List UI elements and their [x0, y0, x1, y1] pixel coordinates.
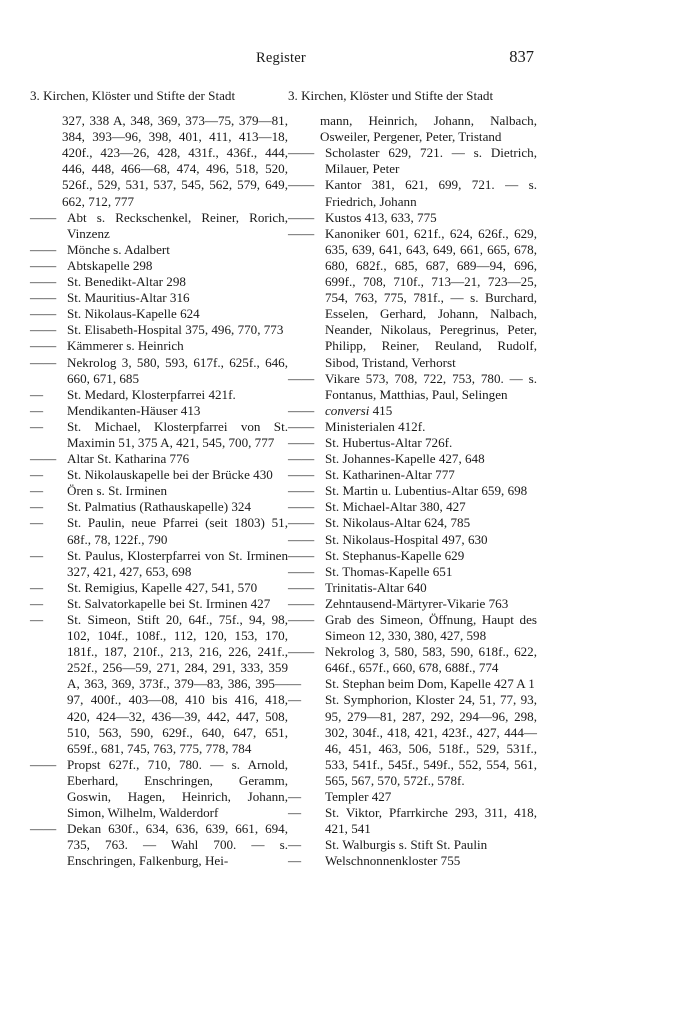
index-entry [30, 515, 288, 547]
page-number: 837 [509, 47, 534, 66]
index-entry [288, 419, 537, 435]
entry-dash: — [30, 483, 44, 499]
entry-text: Mendikanten-Häuser 413 [67, 402, 201, 418]
entry-dash: — [30, 418, 44, 434]
entry-dash: —— [288, 595, 315, 611]
entry-dash: —— [288, 467, 315, 483]
entry-text: Kanoniker 601, 621f., 624, 626f., 629, 635, 639, 641, 643, 649, 661, 665, 678, 680, 682f., 685, 687, 689—94, 696, 699f., 708, 710f., 713—21, 723—25, 754, 763, 775, 781f., — s. Burchard, Esselen, Gerhard, Johann, Nalbach, Neander, Nikolaus, Peregrinus, Peter, Philipp, Reiner, Reuland, Rudolf, Sibod, Tristand, Verhorst [325, 225, 537, 370]
entry-dash: —— [288, 418, 315, 434]
entry-text: St. Symphorion, Kloster 24, 51, 77, 93, 95, 279—81, 287, 292, 294—96, 298, 302, 304f., 418, 421, 423f., 427, 444—46, 451, 463, 506, 518f., 529, 531f., 533, 541f., 545f., 549f., 552, 554, 561, 565, 567, 570, 572f., 578f. [325, 692, 537, 788]
entry-text: Kustos 413, 633, 775 [325, 209, 437, 225]
index-entry [288, 837, 537, 853]
entry-dash: —— [288, 579, 315, 595]
index-entry [30, 548, 288, 580]
continuation-entry [288, 113, 537, 145]
index-entry [30, 580, 288, 596]
entry-text: St. Elisabeth-Hospital 375, 496, 770, 773 [67, 322, 284, 338]
index-entry [288, 371, 537, 403]
entry-text: Kämmerer s. Heinrich [67, 338, 184, 354]
index-entry [288, 226, 537, 371]
index-entry [288, 145, 537, 177]
entry-text: St. Simeon, Stift 20, 64f., 75f., 94, 98, 102, 104f., 108f., 112, 120, 153, 170, 181f., 187, 210f., 213, 216, 226, 241f., 252f., 256—59, 271, 284, 291, 333, 359 A, 363, 369, 373f., 379—83, 386, 395—97, 400f., 403—08, 410 bis 416, 418, 420, 424—32, 436—39, 442, 447, 508, 510, 563, 590, 629f., 640, 647, 651, 659f., 681, 745, 763, 775, 778, 784 [67, 612, 288, 756]
entry-dash: — [30, 547, 44, 563]
index-entry [288, 403, 537, 419]
entry-dash: —— [288, 209, 315, 225]
index-entry [288, 435, 537, 451]
entry-text: St. Johannes-Kapelle 427, 648 [325, 451, 485, 467]
index-entry [288, 564, 537, 580]
index-entry [30, 210, 288, 242]
entry-dash: —— [288, 644, 315, 660]
index-entry [288, 805, 537, 837]
index-entry [30, 338, 288, 354]
entry-text: St. Stephanus-Kapelle 629 [325, 547, 465, 563]
entry-dash: —— [288, 402, 315, 418]
entry-text: Ören s. St. Irminen [67, 483, 168, 499]
index-entry [30, 467, 288, 483]
entry-dash: —— [288, 563, 315, 579]
index-entry [30, 612, 288, 757]
entry-dash: —— [288, 547, 315, 563]
index-entry [288, 177, 537, 209]
index-entry [288, 692, 537, 789]
entry-dash: —— [288, 177, 315, 193]
entry-text: 327, 338 A, 348, 369, 373—75, 379—81, 384, 393—96, 398, 401, 411, 413—18, 420f., 423—26, 428, 431f., 436f., 444, 446, 448, 466—68, 474, 496, 518, 520, 526f., 529, 531, 537, 545, 562, 579, 649, 662, 712, 777 [62, 113, 288, 209]
entry-text: St. Michael, Klosterpfarrei von St. Maximin 51, 375 A, 421, 545, 700, 777 [67, 418, 288, 450]
entry-text: St. Stephan beim Dom, Kapelle 427 A 1 [325, 676, 535, 692]
entry-dash: —— [30, 257, 57, 273]
index-entry [30, 451, 288, 467]
entry-dash: — [30, 386, 44, 402]
index-entry [30, 821, 288, 869]
entry-dash: —— [30, 209, 57, 225]
entry-text: St. Paulus, Klosterpfarrei von St. Irminen 327, 421, 427, 653, 698 [67, 547, 288, 579]
entry-dash: —— [30, 306, 57, 322]
entry-text: Zehntausend-Märtyrer-Vikarie 763 [325, 595, 509, 611]
index-entry [30, 757, 288, 821]
entry-dash: —— [288, 499, 315, 515]
entry-dash: —— [288, 370, 315, 386]
index-entry [30, 403, 288, 419]
entry-text: Scholaster 629, 721. — s. Dietrich, Milauer, Peter [325, 145, 537, 177]
entry-dash: —— [30, 338, 57, 354]
index-entry [30, 242, 288, 258]
entry-text: St. Nikolaus-Hospital 497, 630 [325, 531, 488, 547]
running-head: Register [256, 50, 306, 66]
entry-dash: —— [30, 451, 57, 467]
entry-text: St. Mauritius-Altar 316 [67, 290, 190, 306]
index-entry [288, 499, 537, 515]
entry-text: St. Viktor, Pfarrkirche 293, 311, 418, 421, 541 [325, 805, 537, 837]
index-entry [30, 274, 288, 290]
entry-text: Ministerialen 412f. [325, 418, 426, 434]
entry-text: Abtskapelle 298 [67, 257, 153, 273]
index-entry [30, 483, 288, 499]
entry-dash: — [288, 853, 302, 869]
index-entry [288, 789, 537, 805]
entry-dash: — [30, 499, 44, 515]
left-column [30, 88, 288, 870]
entry-text: St. Thomas-Kapelle 651 [325, 563, 453, 579]
index-entry [30, 355, 288, 387]
entry-text: Nekrolog 3, 580, 583, 590, 618f., 622, 646f., 657f., 660, 678, 688f., 774 [325, 644, 537, 676]
column-heading: 3. Kirchen, Klöster und Stifte der Stadt [288, 88, 494, 103]
entry-text: St. Nikolaus-Kapelle 624 [67, 306, 200, 322]
entry-dash: — [30, 612, 44, 627]
entry-dash: —— [30, 290, 57, 306]
index-entry [30, 419, 288, 451]
entry-text: St. Katharinen-Altar 777 [325, 467, 455, 483]
index-entry [288, 676, 537, 692]
italic-term: conversi [325, 402, 370, 418]
index-entry [288, 210, 537, 226]
entry-text: St. Nikolaus-Altar 624, 785 [325, 515, 471, 531]
entry-dash: —— [288, 483, 315, 499]
entry-text: Templer 427 [325, 789, 392, 805]
index-entry [30, 290, 288, 306]
entry-text: St. Remigius, Kapelle 427, 541, 570 [67, 579, 258, 595]
entry-text: St. Benedikt-Altar 298 [67, 274, 186, 290]
entry-text: Kantor 381, 621, 699, 721. — s. Friedrich, Johann [325, 177, 537, 209]
entry-text: St. Martin u. Lubentius-Altar 659, 698 [325, 483, 528, 499]
entry-dash: —— [30, 756, 57, 772]
entry-dash: —— [30, 241, 57, 257]
index-entry [288, 515, 537, 531]
column-heading: 3. Kirchen, Klöster und Stifte der Stadt [30, 88, 236, 103]
entry-dash: — [30, 579, 44, 595]
index-entry [288, 548, 537, 564]
entry-text: St. Medard, Klosterpfarrei 421f. [67, 386, 236, 402]
entry-text: Altar St. Katharina 776 [67, 451, 190, 467]
page-header [0, 47, 700, 74]
entry-dash: — [288, 676, 302, 692]
index-entry [288, 451, 537, 467]
entry-dash: —— [30, 821, 57, 837]
index-entry [288, 644, 537, 676]
entry-text: St. Michael-Altar 380, 427 [325, 499, 466, 515]
entry-text: Grab des Simeon, Öffnung, Haupt des Simeon 12, 330, 380, 427, 598 [325, 612, 537, 644]
entry-dash: — [30, 515, 44, 531]
index-entry [288, 483, 537, 499]
index-entry [30, 322, 288, 338]
index-entry [288, 853, 537, 869]
entry-dash: — [30, 402, 44, 418]
entry-dash: —— [288, 145, 315, 161]
entry-dash: —— [30, 322, 57, 338]
entry-dash: — [288, 837, 302, 853]
entry-text: Abt s. Reckschenkel, Reiner, Rorich, Vinzenz [67, 209, 288, 241]
entry-dash: —— [288, 225, 315, 241]
entry-dash: — [30, 595, 44, 611]
entry-text: Nekrolog 3, 580, 593, 617f., 625f., 646, 660, 671, 685 [67, 354, 288, 386]
entry-text: Mönche s. Adalbert [67, 241, 170, 257]
entry-text: St. Hubertus-Altar 726f. [325, 434, 453, 450]
entry-text: St. Paulin, neue Pfarrei (seit 1803) 51, 68f., 78, 122f., 790 [67, 515, 288, 547]
entry-text: Welschnonnenkloster 755 [325, 853, 461, 869]
entry-dash: —— [30, 274, 57, 290]
entry-dash: — [30, 467, 44, 483]
entry-dash: —— [288, 531, 315, 547]
entry-text: mann, Heinrich, Johann, Nalbach, Osweiler, Pergener, Peter, Tristand [320, 113, 537, 145]
entry-text: St. Palmatius (Rathauskapelle) 324 [67, 499, 252, 515]
entry-text: conversi 415 [325, 402, 393, 418]
entry-dash: —— [288, 515, 315, 531]
entry-text: St. Salvatorkapelle bei St. Irminen 427 [67, 595, 271, 611]
entry-text: St. Nikolauskapelle bei der Brücke 430 [67, 467, 273, 483]
entry-text: St. Walburgis s. Stift St. Paulin [325, 837, 488, 853]
entry-dash: — [288, 805, 302, 821]
entry-text: Propst 627f., 710, 780. — s. Arnold, Eberhard, Enschringen, Geramm, Goswin, Hagen, Heinrich, Johann, Simon, Wilhelm, Walderdorf [67, 756, 288, 821]
entry-dash: —— [288, 451, 315, 467]
entry-text: Dekan 630f., 634, 636, 639, 661, 694, 735, 763. — Wahl 700. — s. Enschringen, Falkenburg, Hei- [67, 821, 288, 869]
index-entry [288, 532, 537, 548]
index-entry [30, 499, 288, 515]
continuation-entry [30, 113, 288, 210]
entry-dash: — [288, 692, 302, 708]
index-entry [288, 596, 537, 612]
index-entry [288, 467, 537, 483]
index-entry [30, 596, 288, 612]
entry-dash: —— [288, 434, 315, 450]
index-entry [288, 612, 537, 644]
entry-dash: — [288, 789, 302, 805]
entry-dash: —— [288, 612, 315, 627]
index-entry [30, 306, 288, 322]
index-entry [30, 387, 288, 403]
entry-text: Trinitatis-Altar 640 [325, 579, 427, 595]
index-entry [30, 258, 288, 274]
entry-text: Vikare 573, 708, 722, 753, 780. — s. Fontanus, Matthias, Paul, Selingen [325, 370, 537, 402]
entry-dash: —— [30, 354, 57, 370]
right-column [288, 88, 537, 870]
index-entry [288, 580, 537, 596]
